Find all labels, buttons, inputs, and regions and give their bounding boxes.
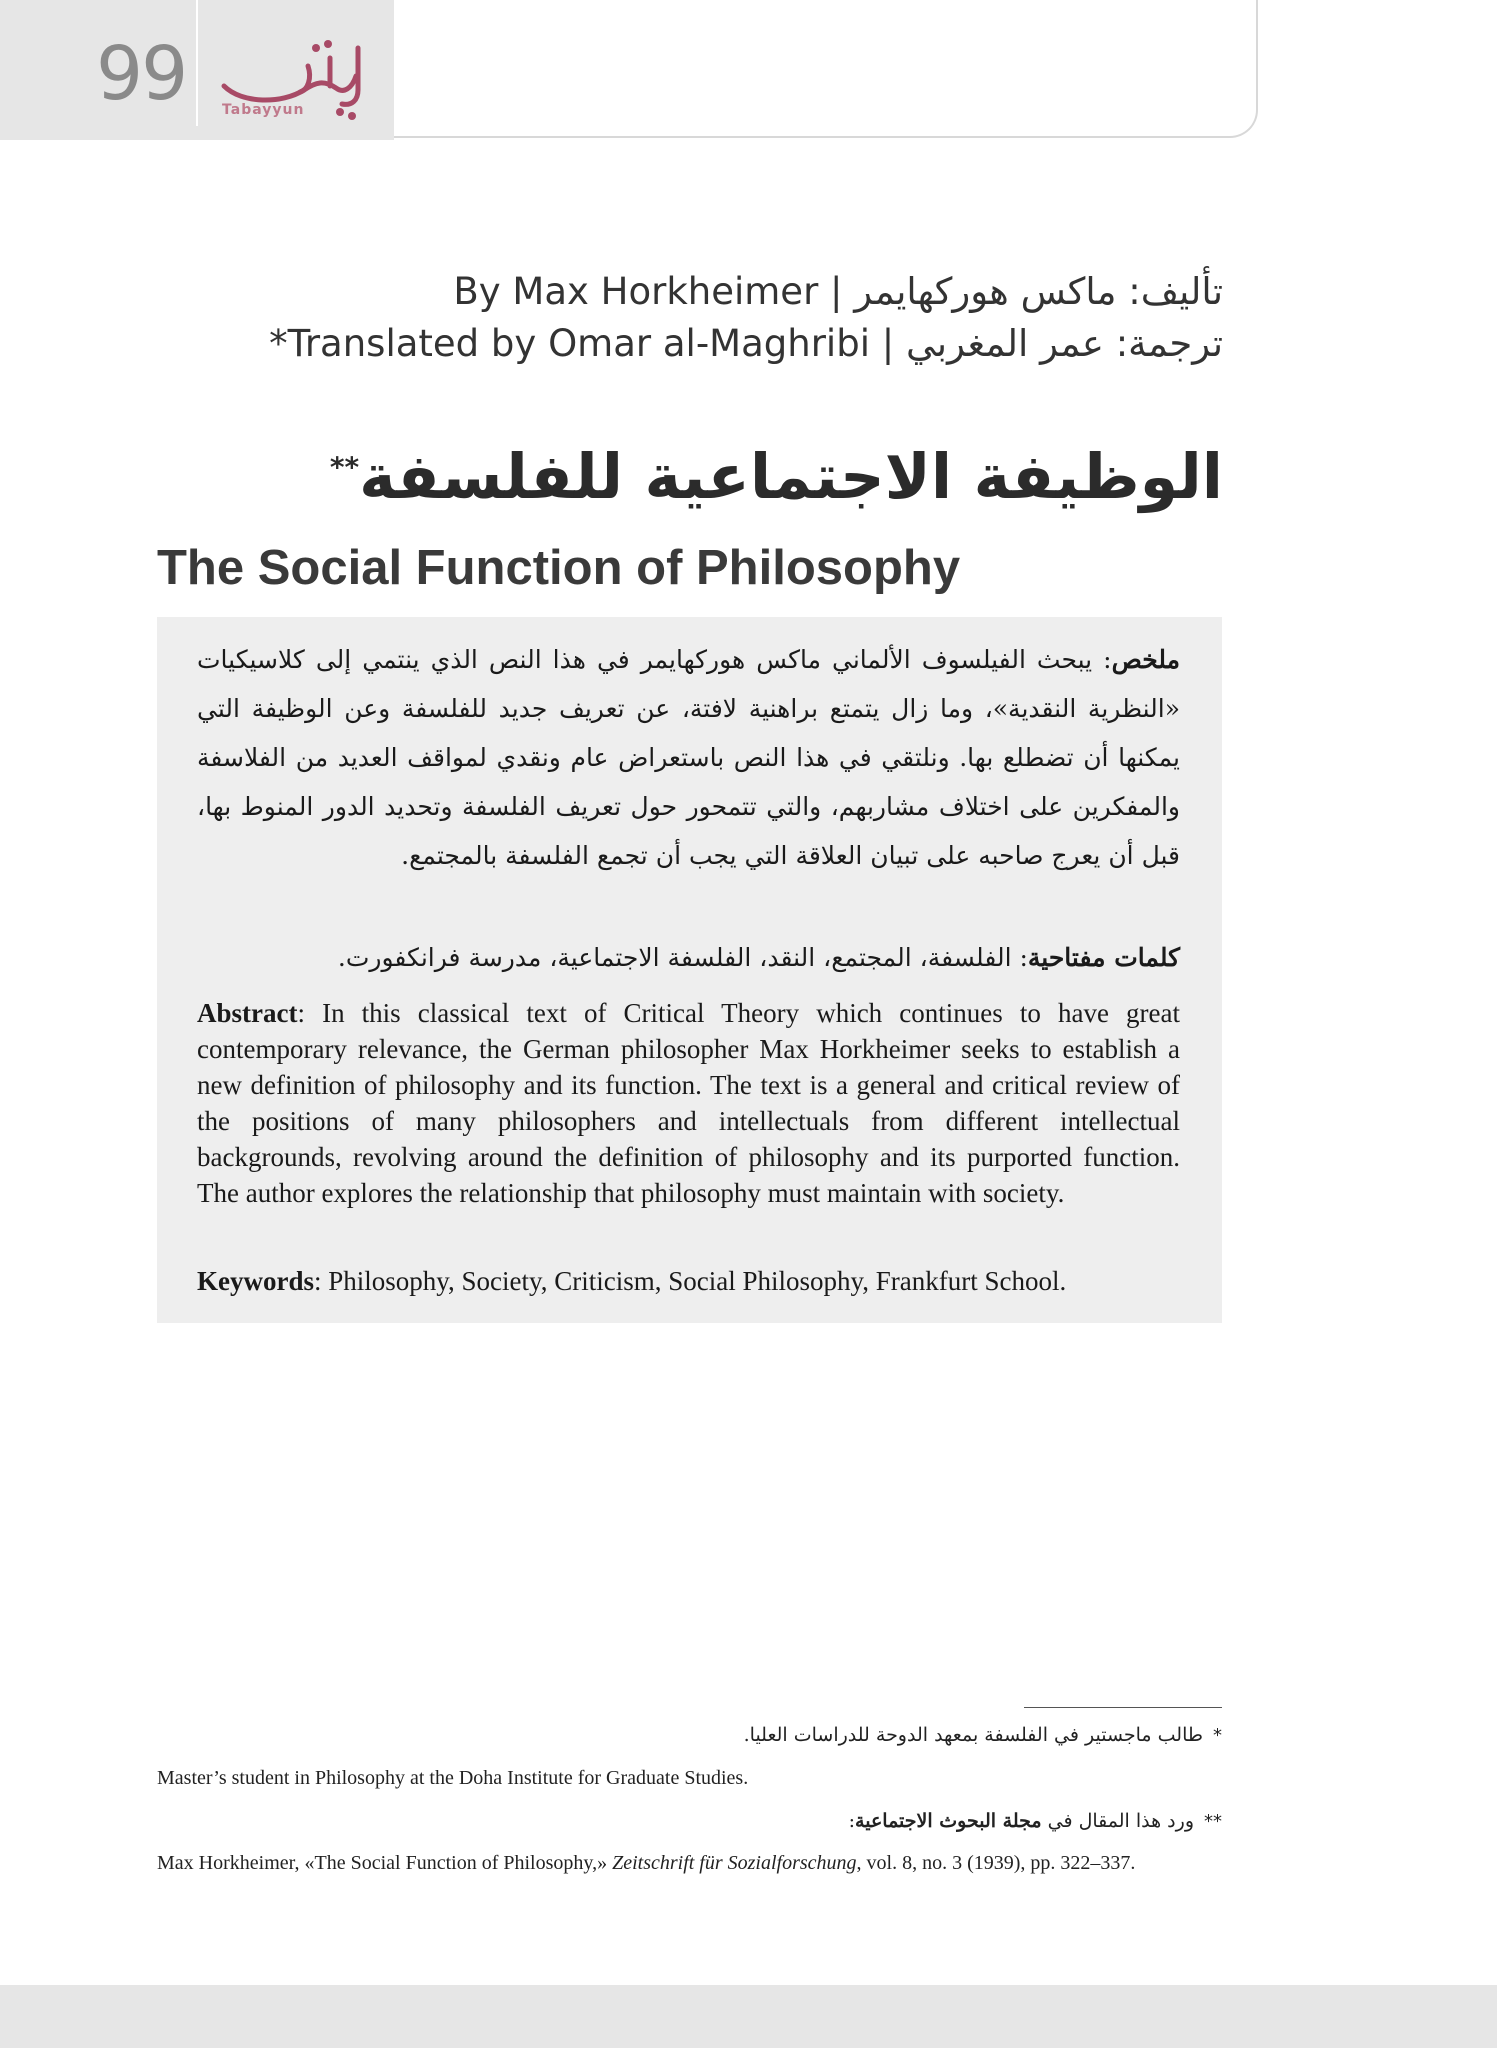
translator-line: *Translated by Omar al-Maghribi | ترجمة: عمر المغربي	[269, 322, 1223, 365]
title-footnote-mark: **	[329, 450, 360, 484]
arabic-keywords-text: : الفلسفة، المجتمع، النقد، الفلسفة الاجتماعية، مدرسة فرانكفورت.	[337, 943, 1028, 972]
page-number: 99	[96, 31, 187, 117]
arabic-keywords	[197, 933, 1180, 982]
footnote-rule	[1024, 1707, 1222, 1708]
arabic-title	[223, 440, 1223, 513]
footnote-2-english	[157, 1852, 1227, 1875]
footnote-1-mark: *	[1213, 1725, 1222, 1746]
arabic-abstract-label: ملخص	[1111, 645, 1180, 674]
author-line: By Max Horkheimer | تأليف: ماكس هوركهايمر	[453, 270, 1223, 313]
english-keywords-text: : Philosophy, Society, Criticism, Social Philosophy, Frankfurt School.	[314, 1266, 1067, 1296]
english-abstract-text: : In this classical text of Critical Theory which continues to have great contemporary relevance, the German philosopher Max Horkheimer seeks to establish a new definition of philosophy and its function. The text is a general and critical review of the positions of many philosophers and intellectuals from different intellectual backgrounds, revolving around the definition of philosophy and its purported function. The author explores the relationship that philosophy must maintain with society.	[197, 998, 1180, 1208]
footnote-2-mark: **	[1204, 1811, 1222, 1832]
english-keywords	[197, 1263, 1180, 1299]
footnote-2-arabic-suffix: :	[848, 1810, 856, 1832]
arabic-keywords-label: كلمات مفتاحية	[1027, 943, 1180, 972]
footnote-2-arabic	[222, 1810, 1222, 1832]
english-keywords-label: Keywords	[197, 1266, 314, 1296]
arabic-abstract	[197, 635, 1180, 880]
footnote-2-english-prefix: Max Horkheimer, «The Social Function of Philosophy,»	[157, 1852, 613, 1874]
logo-caption: Tabayyun	[222, 102, 305, 118]
footnote-2-arabic-prefix: ورد هذا المقال في	[1041, 1810, 1194, 1832]
english-abstract	[197, 995, 1180, 1211]
footnote-1-english: Master’s student in Philosophy at the Doha Institute for Graduate Studies.	[157, 1767, 749, 1789]
footnote-2-arabic-journal: مجلة البحوث الاجتماعية	[855, 1810, 1042, 1832]
english-abstract-label: Abstract	[197, 998, 298, 1028]
english-title: The Social Function of Philosophy	[157, 541, 961, 595]
header-frame	[394, 0, 1258, 138]
footnote-1-arabic	[222, 1724, 1222, 1746]
footnote-2-english-suffix: , vol. 8, no. 3 (1939), pp. 322–337.	[856, 1852, 1136, 1874]
header-divider	[196, 0, 198, 126]
arabic-abstract-text: : يبحث الفيلسوف الألماني ماكس هوركهايمر في هذا النص الذي ينتمي إلى كلاسيكيات «النظرية النقدية»، وما زال يتمتع براهنية لافتة، عن تعريف جديد للفلسفة وعن الوظيفة التي يمكنها أن تضطلع بها. ونلتقي في هذا النص باستعراض عام ونقدي لمواقف العديد من الفلاسفة والمفكرين على اختلاف مشاربهم، والتي تتمحور حول تعريف الفلسفة وتحديد الدور المنوط بها، قبل أن يعرج صاحبه على تبيان العلاقة التي يجب أن تجمع الفلسفة بالمجتمع.	[197, 645, 1180, 870]
footnote-1-arabic-text: طالب ماجستير في الفلسفة بمعهد الدوحة للدراسات العليا.	[743, 1724, 1203, 1746]
footnote-2-journal-title: Zeitschrift für Sozialforschung	[612, 1852, 857, 1874]
abstract-box	[157, 617, 1222, 1323]
arabic-title-text: الوظيفة الاجتماعية للفلسفة	[359, 440, 1223, 513]
footer-band	[0, 1985, 1497, 2048]
